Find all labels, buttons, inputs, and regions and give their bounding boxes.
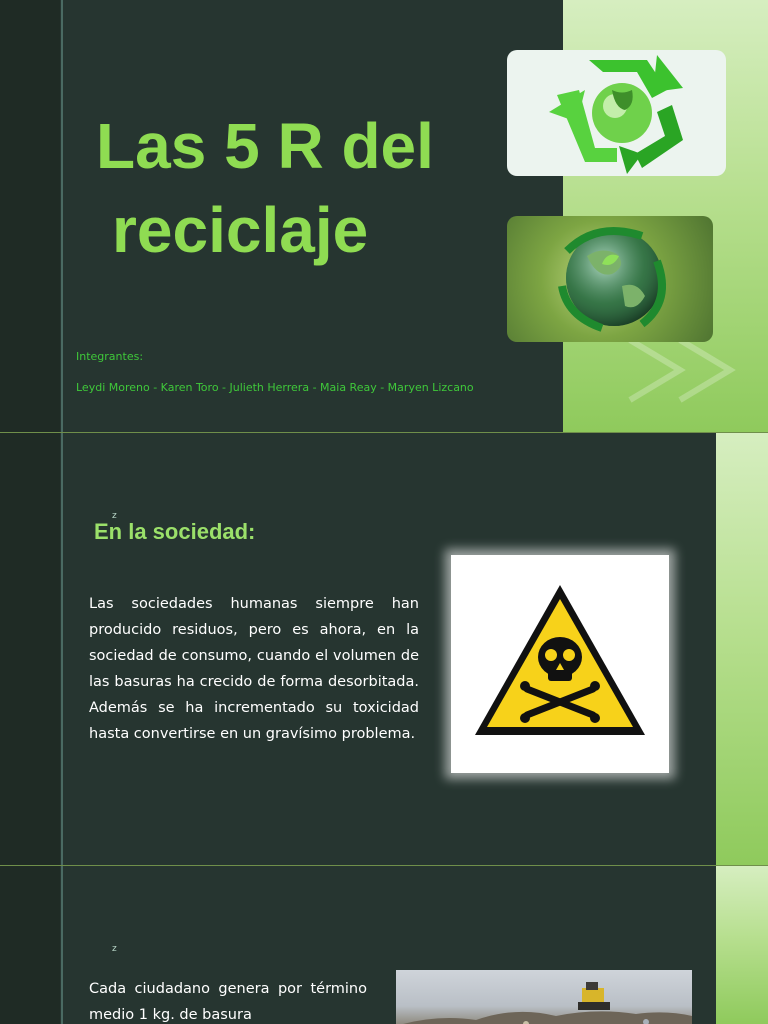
- chevron-decoration-icon: [620, 330, 760, 410]
- green-side-panel: [716, 866, 768, 1024]
- earth-recycle-icon: [507, 216, 713, 342]
- title-slide: [0, 0, 768, 432]
- left-accent-line: [61, 866, 63, 1024]
- slide-marker: z: [112, 511, 117, 521]
- society-slide: [0, 433, 768, 865]
- green-side-panel: [716, 433, 768, 865]
- slide-marker: z: [112, 944, 117, 954]
- toxic-hazard-icon: [451, 555, 669, 773]
- title-line-2: reciclaje: [112, 194, 369, 266]
- section-heading: En la sociedad:: [94, 519, 256, 544]
- body-paragraph: Las sociedades humanas siempre han producido residuos, pero es ahora, en la sociedad de consumo, cuando el volumen de las basuras ha crecido de forma desorbitada. Además se ha incrementado su toxicidad hasta convertirse en un gravísimo problema.: [89, 596, 419, 742]
- left-accent-line: [61, 0, 63, 432]
- presentation-title: [96, 104, 516, 272]
- waste-slide: [0, 866, 768, 1024]
- left-sidebar-band: [0, 866, 60, 1024]
- members-list: Leydi Moreno - Karen Toro - Julieth Herrera - Maia Reay - Maryen Lizcano: [76, 381, 474, 394]
- left-sidebar-band: [0, 433, 60, 865]
- landfill-photo: [396, 970, 692, 1024]
- title-line-1: Las 5 R del: [96, 110, 434, 182]
- body-paragraph: Cada ciudadano genera por término medio 1 kg. de basura: [89, 981, 367, 1023]
- recycle-globe-icon: [507, 50, 726, 176]
- left-sidebar-band: [0, 0, 60, 432]
- members-label: Integrantes:: [76, 350, 144, 363]
- left-accent-line: [61, 433, 63, 865]
